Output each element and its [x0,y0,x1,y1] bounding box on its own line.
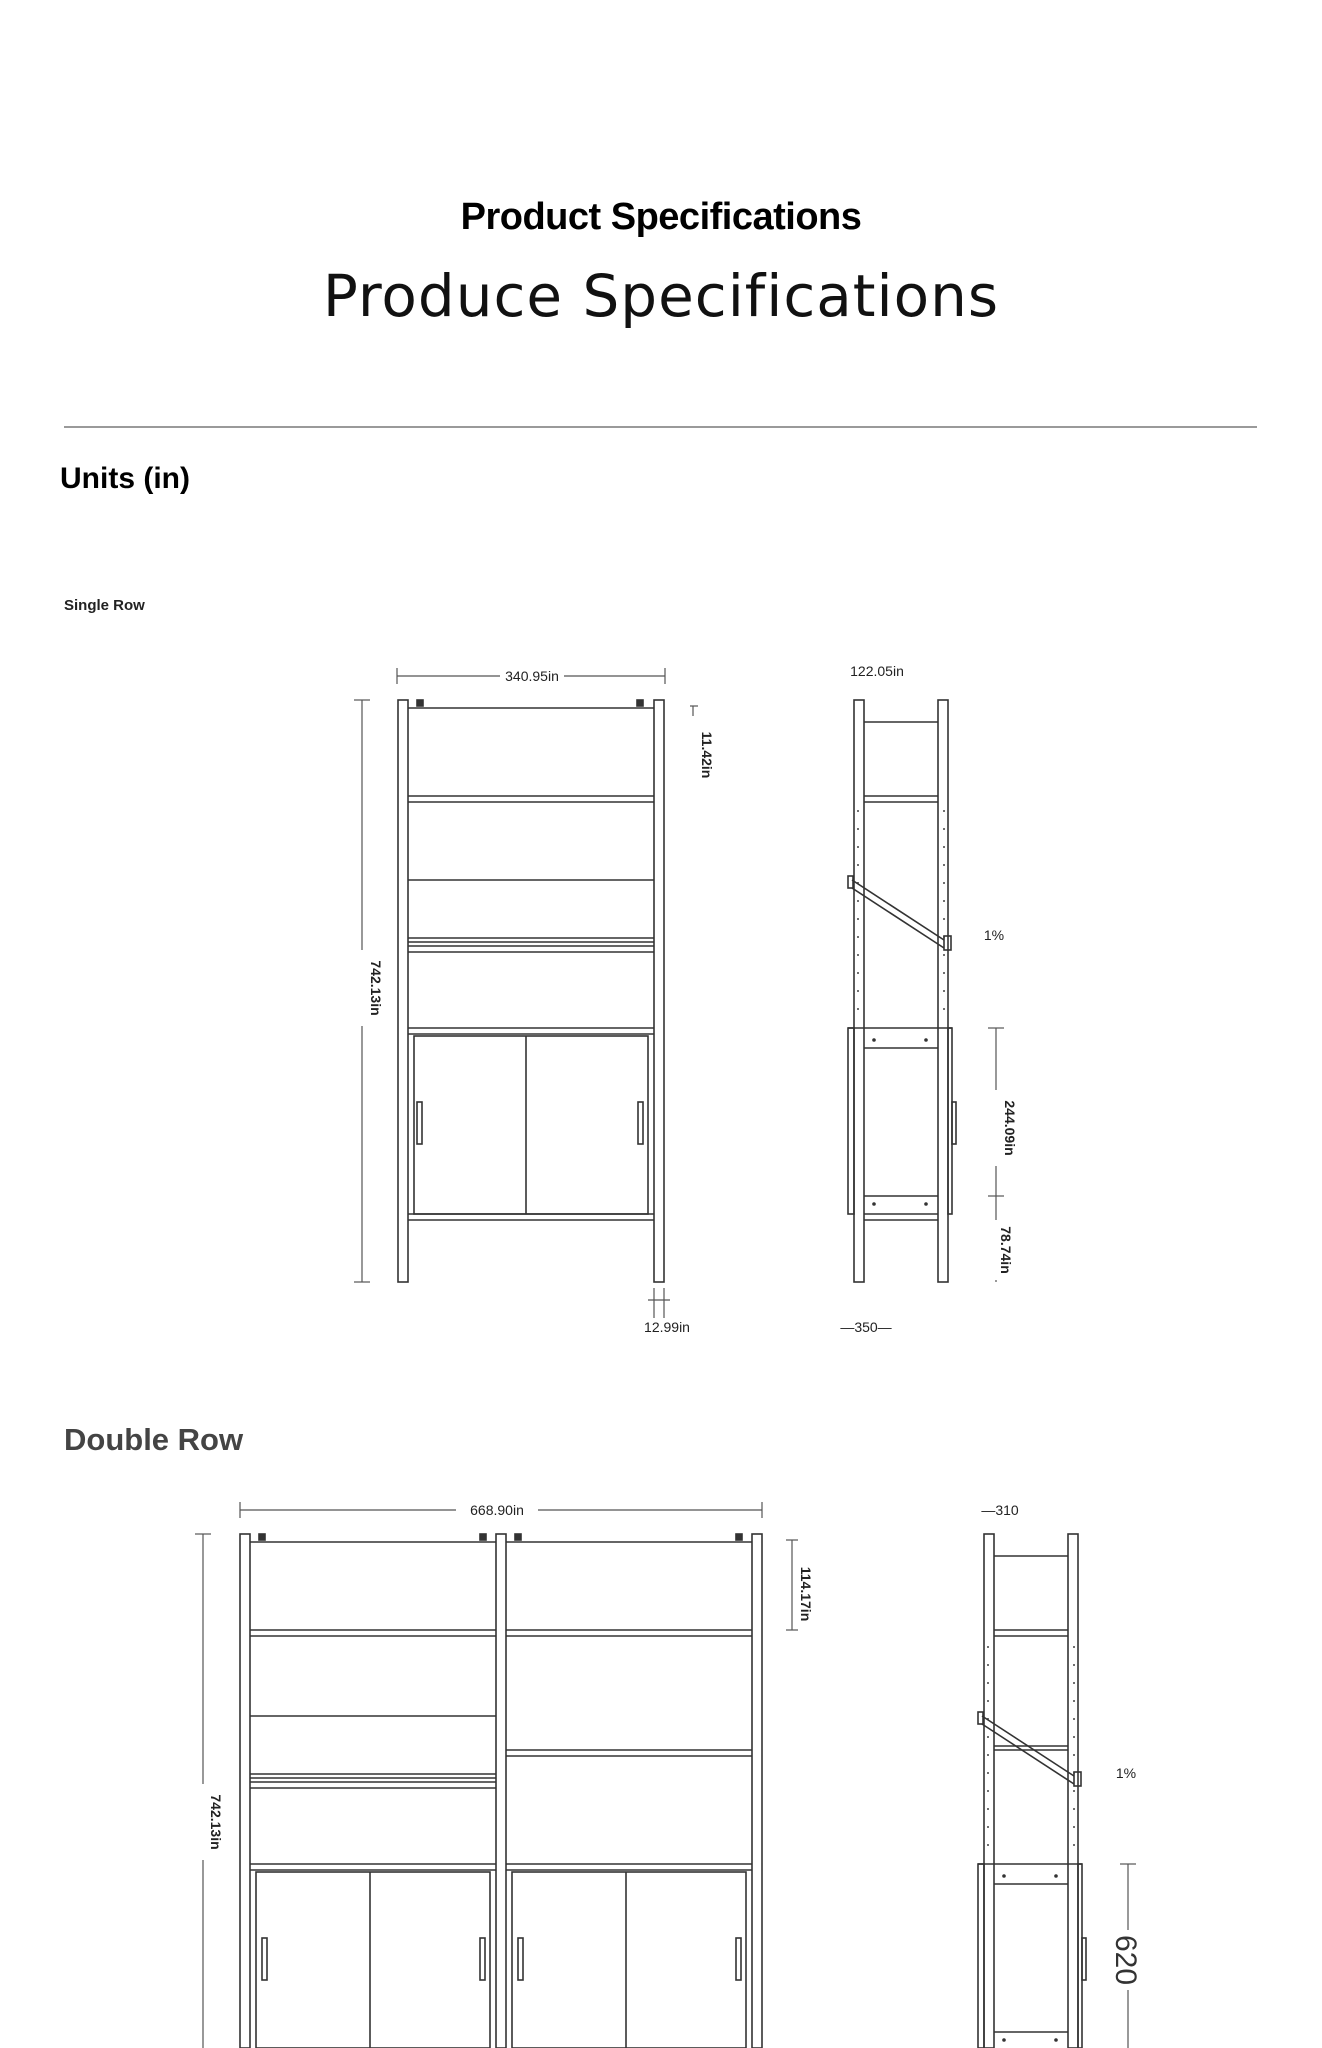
single-front-view [354,664,715,1335]
single-leg-gap-label: 12.99in [644,1319,690,1335]
single-width-label: 340.95in [505,668,559,684]
double-width-label: 668.90in [470,1502,524,1518]
units-heading: Units (in) [60,462,190,495]
double-tilt-label: 1% [1115,1765,1137,1781]
double-top-gap-label: 114.17in [798,1566,814,1622]
single-top-gap-label: 11.42in [699,731,715,779]
double-row-heading: Double Row [64,1422,244,1457]
double-height-label: 742.13in [208,1794,224,1850]
double-front-view [195,1498,814,2048]
double-depth-label: —310 [981,1502,1019,1518]
single-row-heading: Single Row [64,597,145,614]
single-side-view [840,663,1018,1335]
single-height-label: 742.13in [368,960,384,1016]
single-bottom-dim-label: —350— [840,1319,892,1335]
single-tilt-label: 1% [983,927,1005,943]
single-base-height-label: 78.74in [998,1226,1014,1274]
double-cabinet-height-label: 620 [1109,1934,1142,1986]
page-title: Product Specifications [460,196,862,238]
single-cabinet-height-label: 244.09in [1002,1100,1018,1156]
single-depth-label: 122.05in [850,663,904,679]
double-side-view [978,1502,1142,2048]
page-subtitle: Produce Specifications [322,262,1000,330]
